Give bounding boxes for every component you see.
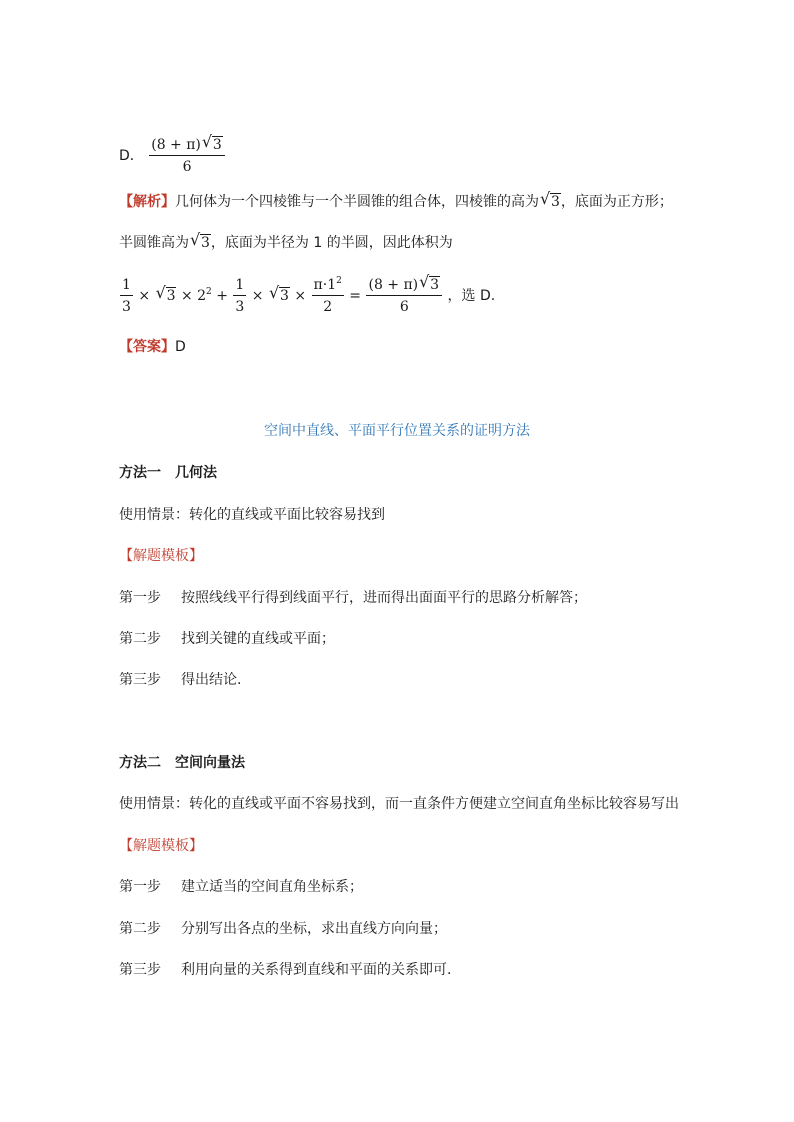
method2-title: 方法二 空间向量法 (119, 755, 245, 771)
volume-formula: $\frac{1}{3}$ × √ $3 \times 2^2$ + $\frac{1}{3}$ × √ 3 × $\frac{\pi\cdot 1^2}{2}$ = (8 + π) √ 3 6 ，选 D. (122, 272, 496, 315)
analysis-line-2: 半圆锥高为 √ 3，底面为半径为 1 的半圆，因此体积为 (119, 230, 453, 251)
method1-template-tag: 【解题模板】 (119, 548, 203, 564)
option-d (119, 132, 226, 176)
sqrt-symbol: √ 3 (540, 189, 560, 210)
method1-scene: 使用情景：转化的直线或平面比较容易找到 (119, 507, 385, 523)
sqrt-symbol: √ 3 (419, 272, 440, 293)
option-d-label: D． (119, 148, 144, 164)
option-d-den: 6 (182, 159, 192, 175)
method2-step-1: 第一步 建立适当的空间直角坐标系； (119, 879, 363, 895)
method2-step-3: 第三步 利用向量的关系得到直线和平面的关系即可. (119, 962, 452, 978)
answer-line (119, 337, 186, 357)
answer-tag: 【答案】 (119, 339, 175, 355)
method1-step-2: 第二步 找到关键的直线或平面； (119, 631, 335, 647)
answer-value: D (175, 339, 186, 355)
analysis-line-1: 【解析】几何体为一个四棱锥与一个半圆锥的组合体，四棱锥的高为 √ 3，底面为正方形； (119, 189, 673, 210)
section-title: 空间中直线、平面平行位置关系的证明方法 (264, 423, 530, 439)
method2-template-tag: 【解题模板】 (119, 838, 203, 854)
method1-step-1: 第一步 按照线线平行得到线面平行，进而得出面面平行的思路分析解答； (119, 590, 587, 606)
sqrt-symbol: √ 3 (201, 132, 222, 153)
option-d-fraction (149, 132, 225, 176)
option-d-num: (8 + π) (151, 137, 201, 153)
sqrt-symbol: √ 3 (268, 283, 289, 304)
sqrt-symbol: √ 3 (190, 230, 210, 251)
method1-step-3: 第三步 得出结论. (119, 672, 242, 688)
method1-title: 方法一 几何法 (119, 465, 217, 481)
method2-step-2: 第二步 分别写出各点的坐标，求出直线方向向量； (119, 921, 447, 937)
sqrt-symbol: √ 3 (155, 283, 176, 304)
method2-scene: 使用情景：转化的直线或平面不容易找到，而一直条件方便建立空间直角坐标比较容易写出 (119, 796, 679, 812)
analysis-tag: 【解析】 (119, 194, 175, 210)
